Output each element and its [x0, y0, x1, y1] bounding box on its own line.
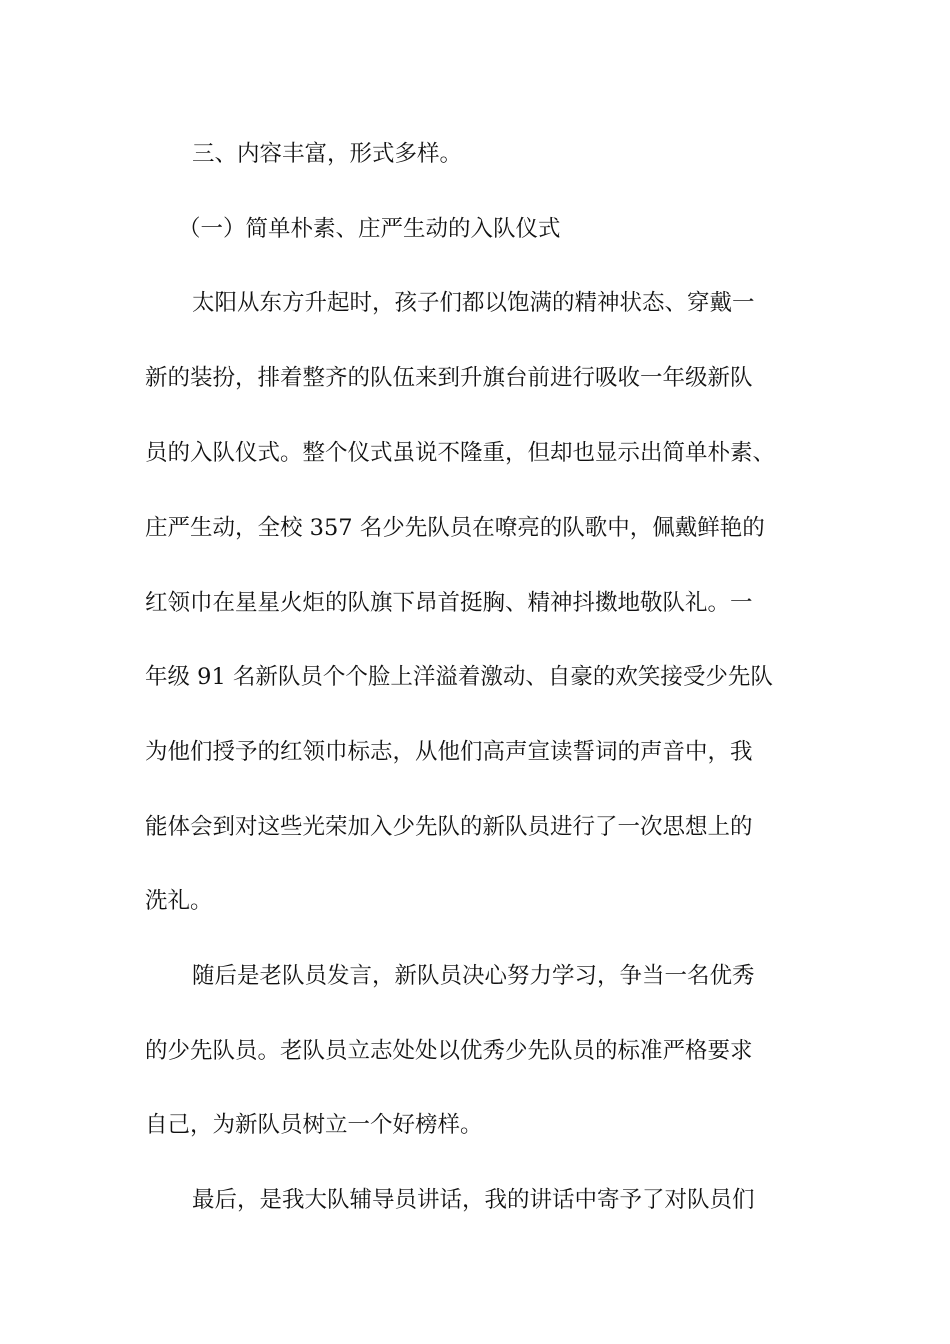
paragraph-line: 的少先队员。老队员立志处处以优秀少先队员的标准严格要求 — [145, 1038, 753, 1064]
paragraph-line: 新的装扮，排着整齐的队伍来到升旗台前进行吸收一年级新队 — [145, 365, 753, 391]
paragraph-line: 随后是老队员发言，新队员决心努力学习，争当一名优秀 — [192, 963, 755, 989]
paragraph-line: 最后，是我大队辅导员讲话，我的讲话中寄予了对队员们 — [192, 1187, 755, 1213]
subsection-heading: （一）简单朴素、庄严生动的入队仪式 — [178, 216, 561, 242]
paragraph-line: 红领巾在星星火炬的队旗下昂首挺胸、精神抖擞地敬队礼。一 — [145, 590, 753, 616]
paragraph-line: 员的入队仪式。整个仪式虽说不隆重，但却也显示出简单朴素、 — [145, 440, 776, 466]
paragraph-line: 自己，为新队员树立一个好榜样。 — [145, 1112, 483, 1138]
paragraph-line: 为他们授予的红领巾标志，从他们高声宣读誓词的声音中，我 — [145, 739, 753, 765]
paragraph-line: 能体会到对这些光荣加入少先队的新队员进行了一次思想上的 — [145, 814, 753, 840]
paragraph-line: 庄严生动，全校 357 名少先队员在嘹亮的队歌中，佩戴鲜艳的 — [145, 515, 765, 541]
paragraph-line: 太阳从东方升起时，孩子们都以饱满的精神状态、穿戴一 — [192, 290, 755, 316]
paragraph-line: 年级 91 名新队员个个脸上洋溢着激动、自豪的欢笑接受少先队 — [145, 664, 773, 690]
paragraph-line: 洗礼。 — [145, 888, 213, 914]
section-heading: 三、内容丰富，形式多样。 — [192, 141, 463, 167]
